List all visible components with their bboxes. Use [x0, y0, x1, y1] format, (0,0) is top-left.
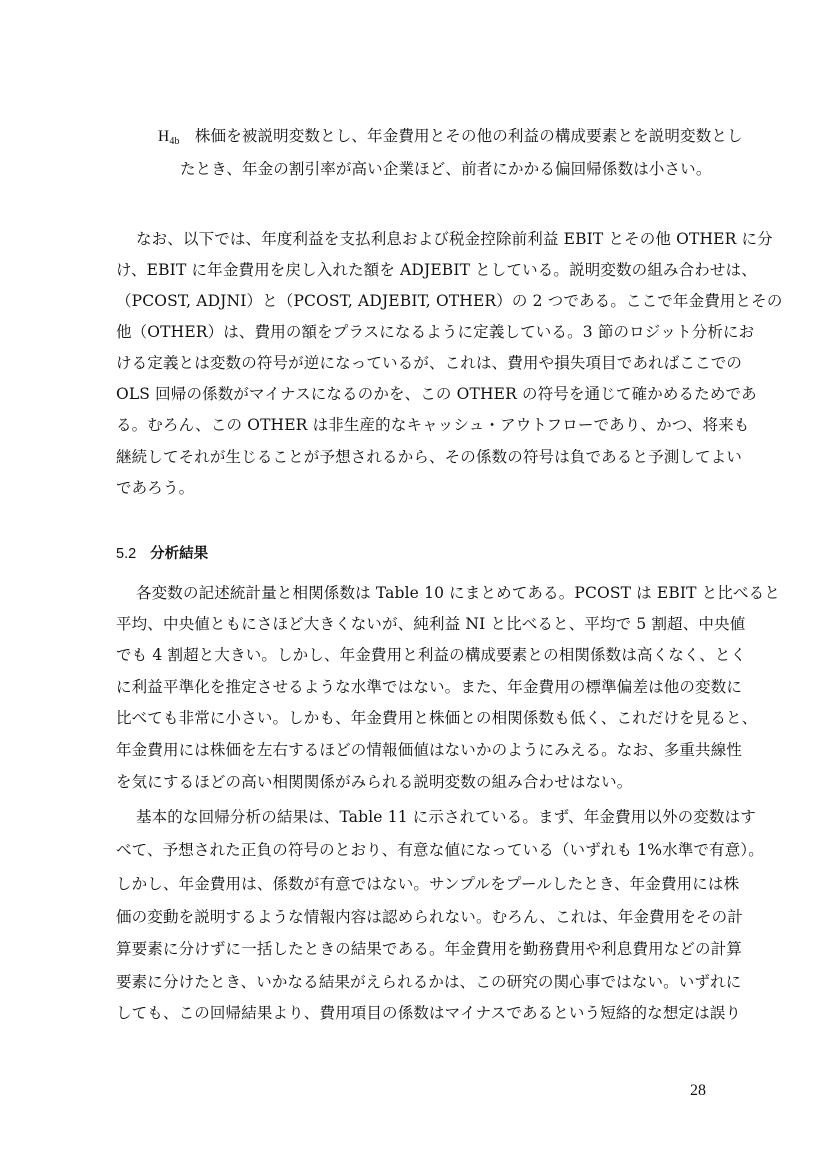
hypothesis-line-1: $H_{4b}$ 株価を被説明変数とし、年金費用とその他の利益の構成要素とを説明変数とし — [158, 127, 743, 147]
paragraph2-line-4: に利益平準化を推定させるような水準ではない。また、年金費用の標準偏差は他の変数に — [116, 678, 743, 696]
paragraph3-line-3: しかし、年金費用は、係数が有意ではない。サンプルをプールしたとき、年金費用には株 — [116, 875, 740, 893]
paragraph1-line-4: 他（OTHER）は、費用の額をプラスになるように定義している。3 節のロジット分析にお — [116, 323, 755, 341]
paragraph1-line-5: ける定義とは変数の符号が逆になっているが、これは、費用や損失項目であればここでの — [116, 354, 743, 372]
paragraph2-line-1: 各変数の記述統計量と相関係数は Table 10 にまとめてある。PCOST は EBIT と比べると — [136, 584, 780, 602]
paragraph1-line-8: 継続してそれが生じることが予想されるから、その係数の符号は負であると予測してよい — [116, 448, 743, 466]
paragraph1-line-9: であろう。 — [116, 479, 195, 497]
paragraph1-line-2: け、EBIT に年金費用を戻し入れた額を ADJEBIT としている。説明変数の組み合わせは、 — [116, 261, 757, 279]
paragraph2-line-6: 年金費用には株価を左右するほどの情報価値はないかのようにみえる。なお、多重共線性 — [116, 741, 743, 759]
paragraph3-line-2: べて、予想された正負の符号のとおり、有意な値になっている（いずれも 1%水準で有意）。 — [116, 841, 764, 859]
paragraph1-line-6: OLS 回帰の係数がマイナスになるのかを、この OTHER の符号を通じて確かめるためであ — [116, 385, 757, 403]
paragraph2-line-3: でも 4 割超と大きい。しかし、年金費用と利益の構成要素との相関係数は高くなく、とく — [116, 646, 747, 664]
paragraph2-line-7: を気にするほどの高い相関関係がみられる説明変数の組み合わせはない。 — [116, 773, 633, 791]
paragraph2-line-5: 比べても非常に小さい。しかも、年金費用と株価との相関係数も低く、これだけを見ると、 — [116, 709, 758, 727]
paragraph1-line-3: （PCOST, ADJNI）と（PCOST, ADJEBIT, OTHER）の 2 つである。ここで年金費用とその — [116, 292, 783, 310]
paragraph2-line-2: 平均、中央値ともにさほど大きくないが、純利益 NI と比べると、平均で 5 割超、中央値 — [116, 615, 746, 633]
paragraph3-line-5: 算要素に分けずに一括したときの結果である。年金費用を勤務費用や利息費用などの計算 — [116, 940, 743, 958]
paragraph1-line-7: る。むろん、この OTHER は非生産的なキャッシュ・アウトフローであり、かつ、将来も — [116, 416, 750, 434]
hypothesis-label: $H_{4b}$ — [158, 128, 180, 147]
paragraph3-line-4: 価の変動を説明するような情報内容は認められない。むろん、これは、年金費用をその計 — [116, 908, 743, 926]
paragraph3-line-1: 基本的な回帰分析の結果は、Table 11 に示されている。まず、年金費用以外の変数はす — [136, 808, 756, 826]
section-number: 5.2 — [116, 546, 137, 562]
paragraph1-line-1: なお、以下では、年度利益を支払利息および税金控除前利益 EBIT とその他 OTHER に分 — [136, 230, 773, 248]
paragraph3-line-7: しても、この回帰結果より、費用項目の係数はマイナスであるという短絡的な想定は誤り — [116, 1004, 742, 1022]
hypothesis-line-2: たとき、年金の割引率が高い企業ほど、前者にかかる偏回帰係数は小さい。 — [180, 160, 712, 178]
paragraph3-line-6: 要素に分けたとき、いかなる結果がえられるかは、この研究の関心事ではない。いずれに — [116, 973, 742, 991]
section-heading — [116, 544, 208, 564]
page-number: 28 — [690, 1082, 706, 1099]
section-title: 分析結果 — [150, 545, 209, 562]
